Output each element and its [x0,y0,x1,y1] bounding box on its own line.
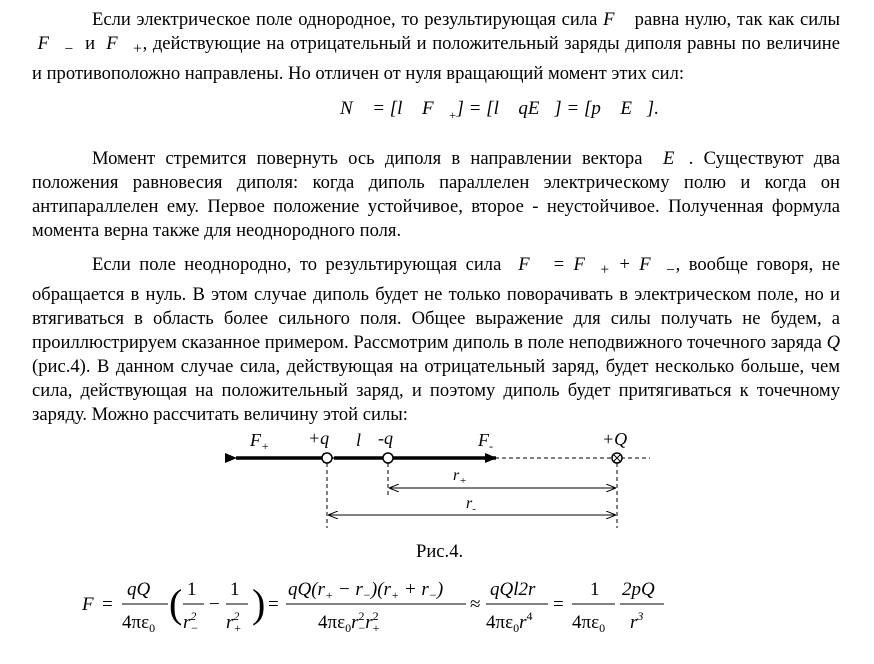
svg-text:1: 1 [590,579,600,600]
charge-plus-q [322,453,332,463]
svg-text:F: F [82,594,94,615]
paragraph-3-text-c: (рис.4). В данном случае сила, действующая на отрицательный заряд, будет несколько больше, чем сила, действующая на положительный заряд, и поэтому диполь будет притягиваться к точечному заряду. Можно рассчитать величину этой силы: [32,355,840,425]
paragraph-2-text-a: Момент стремится повернуть ось диполя в направлении вектора [92,148,643,169]
svg-text:qQ: qQ [127,579,151,600]
label-l-vector: l⃗ [356,430,376,450]
force-formula [0,570,874,650]
label-f-plus: $F_+$ [250,430,270,453]
svg-text:4πε0: $4\pi\varepsilon_0$ [572,612,606,635]
paragraph-1-text-b: равна нулю, так как силы [634,9,840,30]
svg-text:−: − [209,594,220,615]
svg-text:=: = [102,594,113,615]
paragraph-1-text-c: и [85,33,96,54]
svg-text:≈: ≈ [470,594,481,615]
symbol-Q: Q [826,331,840,353]
svg-text:4πε0r2−r2+: $4\pi\varepsilon_0r^2 -r^2$ + [318,609,380,635]
paragraph-2 [32,147,840,243]
paragraph-2-text-b: . Существуют два положения равновесия диполя: когда диполь параллелен электрическому полю и когда он антипараллелен ему. Первое положение устойчивое, второе - неустойчивое. Полученная формула момента верна также для неоднородного поля. [32,148,840,241]
symbol-F-sum: F⃗ = $F⃗_+$ + $F⃗_-$ [509,254,676,279]
label-f-minus: $F_-$ [478,430,493,453]
svg-text:qQ(r+ − r−)(r+ + r−): $qQ(r_+ - r_-)(r_+ + r_-)$ [288,579,444,602]
svg-text:): ) [252,581,266,626]
paragraph-3-text-a: Если поле неоднородно, то результирующая сила [92,254,502,275]
svg-text:r2+: $r^2$ + [226,609,242,635]
charge-minus-q [383,453,393,463]
svg-text:r3: $r^3$ [630,609,644,633]
label-r: $r_-$ [466,495,476,515]
paragraph-1-text-a: Если электрическое поле однородное, то результирующая сила [92,9,598,30]
label-minus-q: -q [378,428,393,448]
svg-text:=: = [553,594,564,615]
paragraph-3 [32,253,840,427]
paragraph-1-text-d: , действующие на отрицательный и положительный заряды диполя равны по величине и противоположно направлены. Но отличен от нуля вращающий момент этих сил: [32,33,840,84]
symbol-F-minus: $F⃗_-$ [32,33,74,58]
torque-equation: N⃗ = [l⃗ $F⃗_+$] = [l⃗ qE⃗] = [p⃗ E⃗]. [340,98,659,122]
svg-text:1: 1 [187,579,197,600]
paragraph-1 [32,8,840,86]
svg-text:1: 1 [230,579,240,600]
symbol-E-vector: E⃗ [652,148,689,169]
svg-text:(: ( [169,581,183,626]
figure-caption: Рис.4. [416,541,464,562]
label-r-plus: $r_+$ [453,467,467,487]
figure-4-diagram [0,428,874,538]
svg-text:qQl2r: qQl2r [490,579,536,600]
svg-text:4πε0: $4\pi\varepsilon_0$ [122,612,156,635]
svg-text:=: = [268,594,279,615]
svg-text:r2−: $r^2$ − [183,609,199,635]
symbol-F-plus: $F⃗_+$ [100,33,143,58]
svg-text:2pQ: 2pQ [622,579,655,600]
label-plus-q: +q [308,428,330,448]
label-plus-Q: +Q [602,429,628,449]
paragraph-3-text-b: , вообще говоря, не обращается в нуль. В этом случае диполь будет не только поворачивать в электрическом поле, но и втягиваться в область более сильного поля. Общее выражение для силы получать не будем, а проиллюстрируем сказанное примером. Рассмотрим диполь в поле неподвижного точечного заряда [32,254,840,353]
symbol-F-vector: F⃗ [603,9,629,30]
svg-text:4πε0r4: $4\pi\varepsilon_0r^4$ [486,609,533,635]
